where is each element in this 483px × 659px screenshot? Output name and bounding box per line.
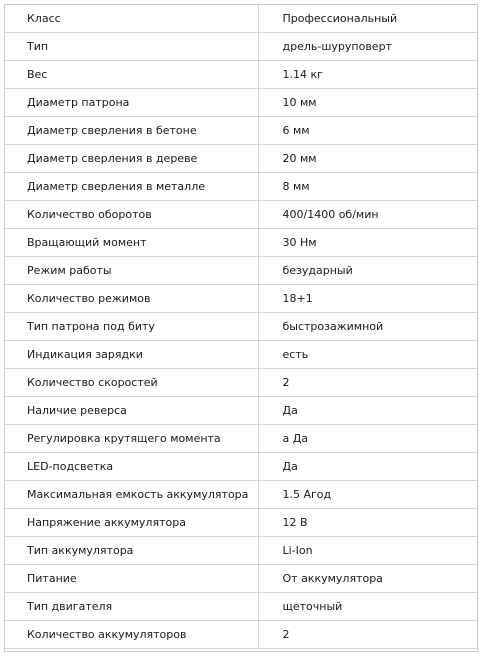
table-row — [5, 481, 477, 509]
table-row — [5, 341, 477, 369]
table-row — [5, 5, 477, 33]
spec-value: а Да — [258, 425, 477, 453]
table-row — [5, 453, 477, 481]
spec-value: 400/1400 об/мин — [258, 201, 477, 229]
table-row — [5, 61, 477, 89]
spec-value: Профессиональный — [258, 5, 477, 33]
spec-label: Вращающий момент — [5, 229, 258, 257]
table-row — [5, 397, 477, 425]
spec-value: От аккумулятора — [258, 565, 477, 593]
spec-label: Тип аккумулятора — [5, 537, 258, 565]
table-row — [5, 565, 477, 593]
spec-label: Класс — [5, 5, 258, 33]
spec-value: 18+1 — [258, 285, 477, 313]
spec-value: 20 мм — [258, 145, 477, 173]
spec-label: LED-подсветка — [5, 453, 258, 481]
spec-label: Количество аккумуляторов — [5, 621, 258, 649]
spec-value: дрель-шуруповерт — [258, 33, 477, 61]
spec-value: Li-Ion — [258, 537, 477, 565]
table-row — [5, 369, 477, 397]
spec-value: Да — [258, 453, 477, 481]
spec-value: 10 мм — [258, 89, 477, 117]
spec-value: быстрозажимной — [258, 313, 477, 341]
spec-label: Индикация зарядки — [5, 341, 258, 369]
spec-label: Регулировка крутящего момента — [5, 425, 258, 453]
spec-value: 30 Нм — [258, 229, 477, 257]
table-row — [5, 257, 477, 285]
spec-label: Диаметр сверления в металле — [5, 173, 258, 201]
table-row — [5, 621, 477, 649]
spec-table — [5, 5, 477, 649]
table-row — [5, 145, 477, 173]
table-row — [5, 425, 477, 453]
spec-value: Да — [258, 397, 477, 425]
spec-value: 1.5 Агод — [258, 481, 477, 509]
spec-label: Питание — [5, 565, 258, 593]
table-row — [5, 313, 477, 341]
table-row — [5, 89, 477, 117]
table-row — [5, 33, 477, 61]
spec-label: Количество скоростей — [5, 369, 258, 397]
spec-label: Диаметр патрона — [5, 89, 258, 117]
spec-label: Напряжение аккумулятора — [5, 509, 258, 537]
spec-value: есть — [258, 341, 477, 369]
table-row — [5, 509, 477, 537]
spec-label: Количество оборотов — [5, 201, 258, 229]
spec-value: 6 мм — [258, 117, 477, 145]
spec-label: Диаметр сверления в бетоне — [5, 117, 258, 145]
spec-label: Режим работы — [5, 257, 258, 285]
spec-label: Тип патрона под биту — [5, 313, 258, 341]
spec-value: щеточный — [258, 593, 477, 621]
spec-label: Количество режимов — [5, 285, 258, 313]
spec-value: 12 В — [258, 509, 477, 537]
spec-label: Тип — [5, 33, 258, 61]
spec-table-container — [4, 4, 478, 652]
table-row — [5, 201, 477, 229]
table-row — [5, 117, 477, 145]
table-row — [5, 537, 477, 565]
spec-value: 2 — [258, 369, 477, 397]
table-row — [5, 173, 477, 201]
spec-label: Вес — [5, 61, 258, 89]
spec-value: безударный — [258, 257, 477, 285]
table-row — [5, 229, 477, 257]
spec-value: 1.14 кг — [258, 61, 477, 89]
table-row — [5, 593, 477, 621]
spec-label: Диаметр сверления в дереве — [5, 145, 258, 173]
spec-value: 8 мм — [258, 173, 477, 201]
spec-value: 2 — [258, 621, 477, 649]
spec-label: Наличие реверса — [5, 397, 258, 425]
spec-label: Максимальная емкость аккумулятора — [5, 481, 258, 509]
table-row — [5, 285, 477, 313]
spec-label: Тип двигателя — [5, 593, 258, 621]
